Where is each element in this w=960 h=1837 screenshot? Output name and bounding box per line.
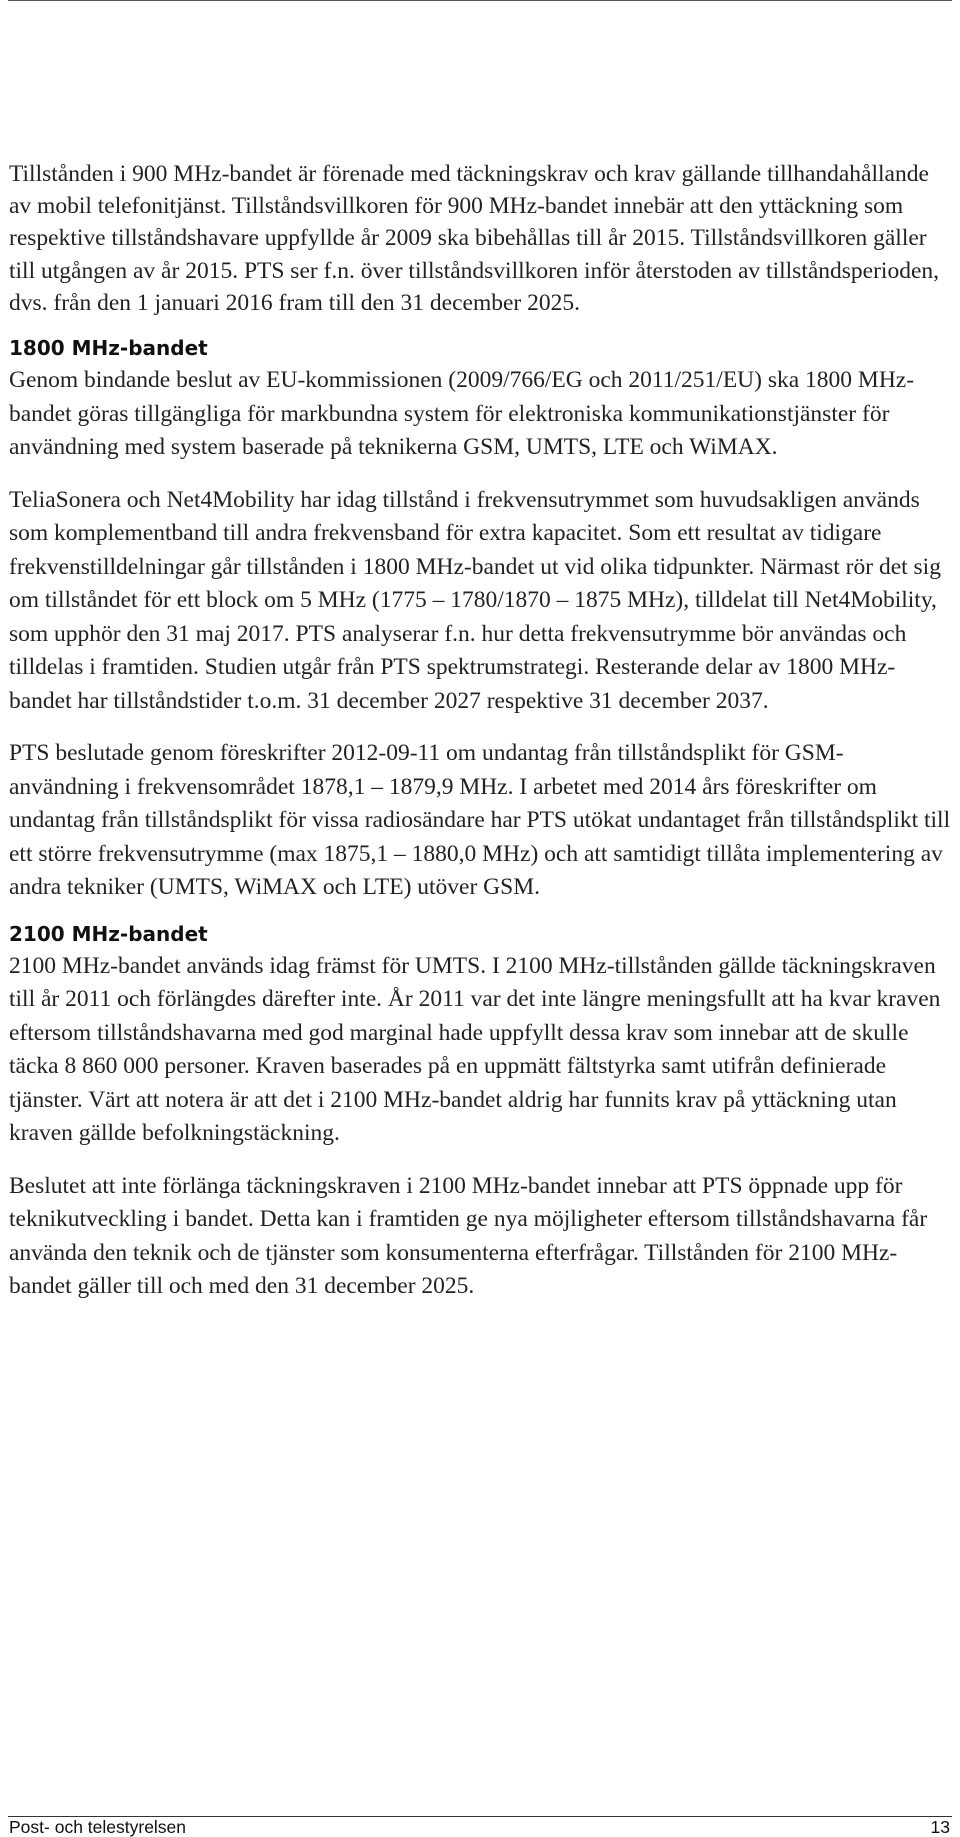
spacer bbox=[9, 465, 951, 484]
paragraph-1800-exemption: PTS beslutade genom föreskrifter 2012-09-11 om undantag från tillståndsplikt för GSM-användning i frekvensområdet 1878,1 – 1879,9 MHz. I arbetet med 2014 års föreskrifter om undantag från tillståndsplikt för vissa radiosändare har PTS utökat undantaget från tillståndsplikt till ett större frekvensutrymme (max 1875,1 – 1880,0 MHz) och att samtidigt tillåta implementering av andra tekniker (UMTS, WiMAX och LTE) utöver GSM. bbox=[9, 740, 951, 901]
spacer bbox=[9, 718, 951, 737]
header-rule bbox=[8, 0, 952, 1]
section-heading-2100: 2100 MHz-bandet bbox=[9, 921, 208, 946]
paragraph-2100-decision: Beslutet att inte förlänga täckningskraven i 2100 MHz-bandet innebar att PTS öppnade upp för teknikutveckling i bandet. Detta kan i framtiden ge nya möjligheter eftersom tillståndshavarna får använda den teknik och de tjänster som konsumenterna efterfrågar. Tillstånden för 2100 MHz-bandet gäller till och med den 31 december 2025. bbox=[9, 1172, 928, 1300]
page-footer bbox=[9, 1817, 950, 1837]
section-heading-1800: 1800 MHz-bandet bbox=[9, 336, 208, 361]
spacer bbox=[9, 1151, 951, 1170]
spacer bbox=[9, 319, 951, 332]
paragraph-1800-eu-decision: Genom bindande beslut av EU-kommissionen (2009/766/EG och 2011/251/EU) ska 1800 MHz-bandet göras tillgängliga för markbundna system för elektroniska kommunikationstjänster för användning med system baserade på teknikerna GSM, UMTS, LTE och WiMAX. bbox=[9, 367, 915, 461]
document-body bbox=[9, 158, 951, 1304]
footer-publisher: Post- och telestyrelsen bbox=[9, 1817, 187, 1837]
intro-paragraph: Tillstånden i 900 MHz-bandet är förenade med täckningskrav och krav gällande tillhandahållande av mobil telefonitjänst. Tillståndsvillkoren för 900 MHz-bandet innebär att den yttäckning som respektive tillståndshavare uppfyllde år 2009 ska bibehållas till år 2015. Tillståndsvillkoren gäller till utgången av år 2015. PTS ser f.n. över tillståndsvillkoren inför återstoden av tillståndsperioden, dvs. från den 1 januari 2016 fram till den 31 december 2025. bbox=[9, 161, 940, 316]
page-number: 13 bbox=[930, 1817, 950, 1837]
spacer bbox=[9, 905, 951, 918]
paragraph-2100-coverage: 2100 MHz-bandet används idag främst för UMTS. I 2100 MHz-tillstånden gällde täckningskraven till år 2011 och förlängdes därefter inte. År 2011 var det inte längre meningsfullt att ha kvar kraven eftersom tillståndshavarna med god marginal hade uppfyllt dessa krav som innebar att de skulle täcka 8 860 000 personer. Kraven baserades på en uppmätt fältstyrka samt utifrån definierade tjänster. Värt att notera är att det i 2100 MHz-bandet aldrig har funnits krav på yttäckning utan kraven gällde befolkningstäckning. bbox=[9, 952, 941, 1147]
paragraph-1800-licenses: TeliaSonera och Net4Mobility har idag tillstånd i frekvensutrymmet som huvudsakligen används som komplementband till andra frekvensband för extra kapacitet. Som ett resultat av tidigare frekvenstilldelningar går tillstånden i 1800 MHz-bandet ut vid olika tidpunkter. Närmast rör det sig om tillståndet för ett block om 5 MHz (1775 – 1780/1870 – 1875 MHz), tilldelat till Net4Mobility, som upphör den 31 maj 2017. PTS analyserar f.n. hur detta frekvensutrymme bör användas och tilldelas i framtiden. Studien utgår från PTS spektrumstrategi. Resterande delar av 1800 MHz-bandet har tillståndstider t.o.m. 31 december 2027 respektive 31 december 2037. bbox=[9, 486, 941, 714]
